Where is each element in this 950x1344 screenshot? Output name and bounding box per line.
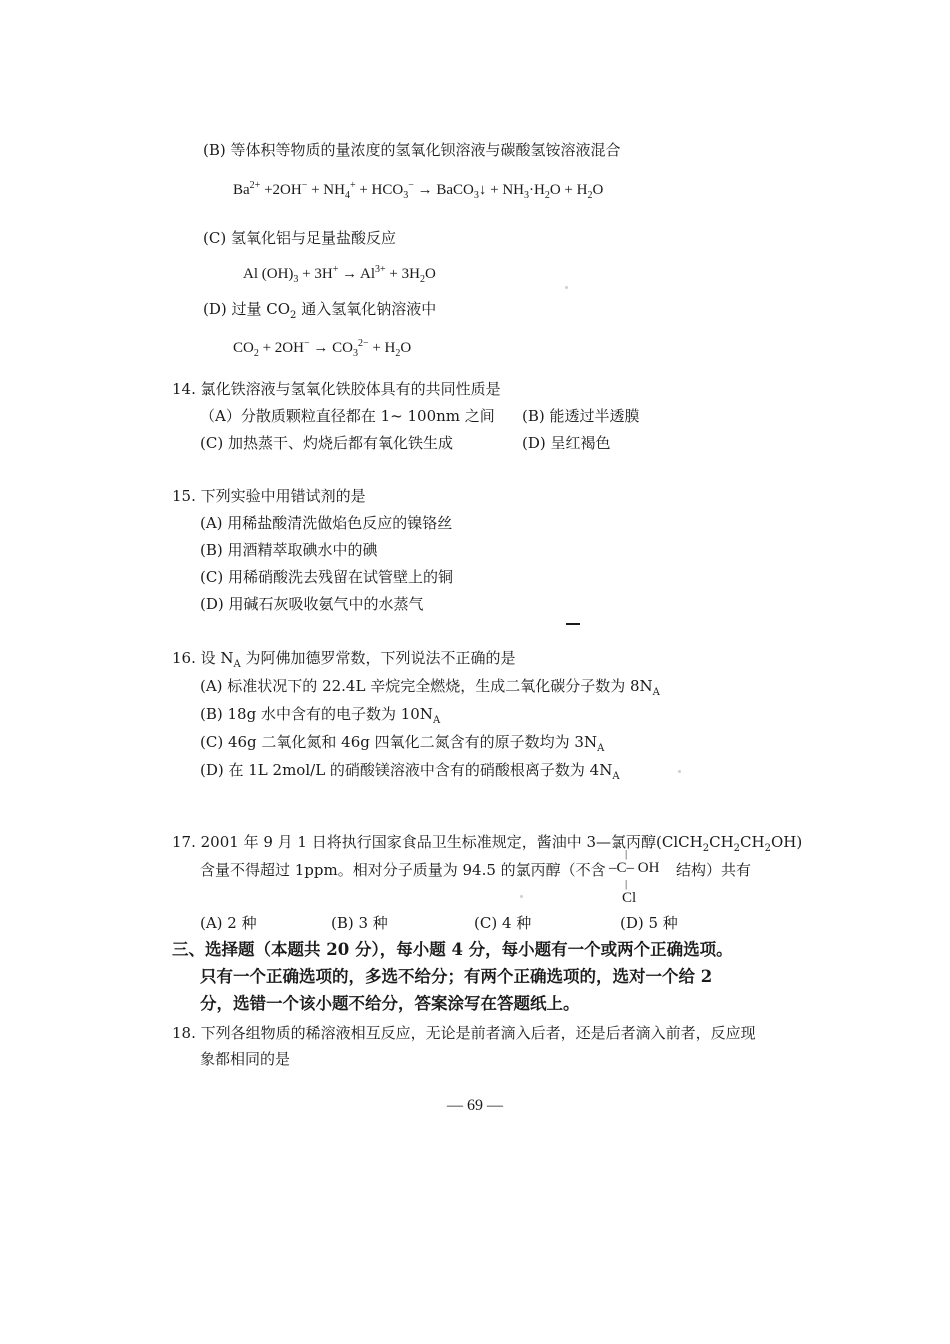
struct-top-bond: | xyxy=(625,848,628,860)
q16-option-c: (C) 46g 二氧化氮和 46g 四氧化二氮含有的原子数均为 $3N_A$ xyxy=(200,733,605,754)
q13-d-equation: $CO_2 + 2OH^- \to CO_3^{2-} + H_2O$ xyxy=(233,338,412,359)
q18-line-2: 象都相同的是 xyxy=(200,1050,291,1068)
q16-stem: 16. 设 $N_A$ 为阿佛加德罗常数，下列说法不正确的是 xyxy=(172,649,516,670)
struct-bottom-bond: | xyxy=(625,878,628,890)
q17-line-2: 含量不得超过 1ppm。相对分子质量为 94.5 的氯丙醇（不含 xyxy=(200,861,606,879)
scan-speck xyxy=(565,286,568,289)
q16-option-b: (B) 18g 水中含有的电子数为 $10N_A$ xyxy=(200,705,441,726)
q15-option-d: (D) 用碱石灰吸收氨气中的水蒸气 xyxy=(200,595,424,613)
scan-speck xyxy=(520,895,523,898)
q13-b-equation: $Ba^{2+} +2OH^- + NH_4^+ + HCO_3^-$ → BaCO$_3$↓ + $NH_3\cdot H_2O + H_2O$ xyxy=(233,180,604,201)
section-3-rule-line-3: 分，选错一个该小题不给分，答案涂写在答题纸上。 xyxy=(200,994,580,1013)
q16-option-d: (D) 在 1L 2mol/L 的硝酸镁溶液中含有的硝酸根离子数为 $4N_A$ xyxy=(200,761,620,782)
q15-option-b: (B) 用酒精萃取碘水中的碘 xyxy=(200,541,378,559)
q14-option-b: (B) 能透过半透膜 xyxy=(522,407,640,425)
q17-line-1: 17. 2001 年 9 月 1 日将执行国家食品卫生标准规定，酱油中 3—氯丙醇$(ClCH_2CH_2CH_2OH)$ xyxy=(172,833,803,854)
section-3-rule-line-2: 只有一个正确选项的，多选不给分；有两个正确选项的，选对一个给 2 xyxy=(200,967,713,986)
q17-option-a: (A) 2 种 xyxy=(200,914,257,932)
scan-speck xyxy=(678,770,681,773)
q15-option-c: (C) 用稀硝酸洗去残留在试管壁上的铜 xyxy=(200,568,453,586)
stray-dash-mark xyxy=(566,623,580,625)
q17-line-2-end: 结构）共有 xyxy=(676,861,752,879)
q17-option-b: (B) 3 种 xyxy=(331,914,388,932)
q14-option-d: (D) 呈红褐色 xyxy=(522,434,611,452)
q14-option-c: (C) 加热蒸干、灼烧后都有氧化铁生成 xyxy=(200,434,453,452)
q13-option-d: (D) 过量 $CO_2$ 通入氢氧化钠溶液中 xyxy=(203,300,437,321)
q13-option-c: (C) 氢氧化铝与足量盐酸反应 xyxy=(203,229,396,247)
q17-option-c: (C) 4 种 xyxy=(474,914,532,932)
q15-option-a: (A) 用稀盐酸清洗做焰色反应的镍铬丝 xyxy=(200,514,453,532)
q13-option-b: (B) 等体积等物质的量浓度的氢氧化钡溶液与碳酸氢铵溶液混合 xyxy=(203,141,621,159)
q18-line-1: 18. 下列各组物质的稀溶液相互反应，无论是前者滴入后者，还是后者滴入前者，反应现 xyxy=(172,1024,756,1042)
q15-stem: 15. 下列实验中用错试剂的是 xyxy=(172,487,366,505)
q13-c-equation: Al $(OH)_3 + 3H^+ \to Al^{3+} + 3H_2O$ xyxy=(243,264,436,285)
struct-chlorine: Cl xyxy=(622,890,637,906)
q17-option-d: (D) 5 种 xyxy=(620,914,678,932)
page-number: — 69 — xyxy=(447,1097,503,1114)
q16-option-a: (A) 标准状况下的 22.4L 辛烷完全燃烧，生成二氧化碳分子数为 $8N_A$ xyxy=(200,677,660,698)
q14-option-a: （A）分散质颗粒直径都在 1~ 100nm 之间 xyxy=(200,407,495,425)
q14-stem: 14. 氯化铁溶液与氢氧化铁胶体具有的共同性质是 xyxy=(172,380,501,398)
struct-main: –C– OH xyxy=(609,860,660,876)
section-3-heading: 三、选择题（本题共 20 分），每小题 4 分，每小题有一个或两个正确选项。 xyxy=(172,940,733,959)
